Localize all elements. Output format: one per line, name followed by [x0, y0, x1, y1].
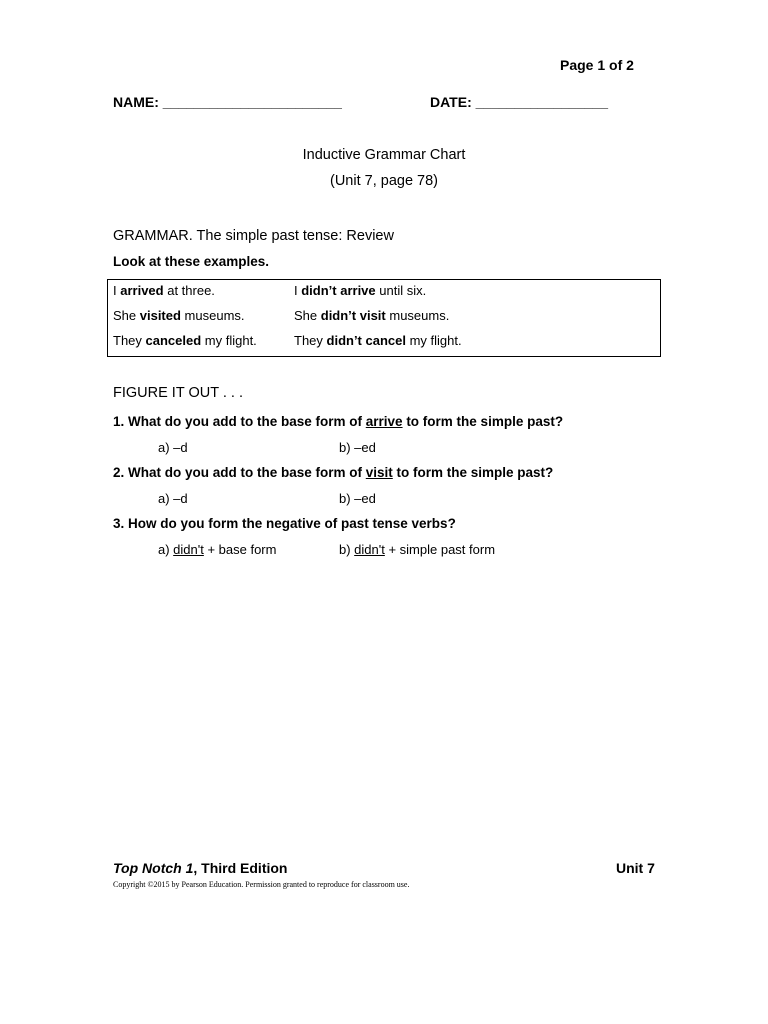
example-affirmative-1: I arrived at three.: [113, 283, 215, 298]
question-1-option-a: a) –d: [158, 440, 188, 455]
grammar-section-title: GRAMMAR. The simple past tense: Review: [113, 228, 394, 244]
footer-unit: Unit 7: [616, 860, 655, 876]
examples-box: [107, 279, 661, 357]
example-negative-2: She didn’t visit museums.: [294, 308, 450, 323]
example-affirmative-2: She visited museums.: [113, 308, 245, 323]
date-field: [430, 94, 608, 110]
footer-book-title: Top Notch 1, Third Edition: [113, 860, 288, 876]
page-subtitle: (Unit 7, page 78): [329, 173, 438, 189]
name-blank: _______________________: [162, 94, 342, 110]
page-number: Page 1 of 2: [560, 57, 634, 73]
question-2: 2. What do you add to the base form of visit to form the simple past?: [113, 465, 554, 480]
date-label: DATE:: [430, 94, 472, 110]
instruction-text: Look at these examples.: [113, 254, 270, 269]
question-1-option-b: b) –ed: [339, 440, 376, 455]
question-3-option-b: b) didn't + simple past form: [339, 542, 496, 557]
question-3: 3. How do you form the negative of past tense verbs?: [113, 516, 456, 531]
example-affirmative-3: They canceled my flight.: [113, 333, 257, 348]
question-1: 1. What do you add to the base form of arrive to form the simple past?: [113, 414, 564, 429]
question-2-option-a: a) –d: [158, 491, 188, 506]
example-negative-1: I didn’t arrive until six.: [294, 283, 427, 298]
copyright-notice: Copyright ©2015 by Pearson Education. Permission granted to reproduce for classroom use.: [113, 880, 410, 889]
date-blank: _________________: [475, 94, 608, 110]
question-2-option-b: b) –ed: [339, 491, 376, 506]
figure-it-out-heading: FIGURE IT OUT . . .: [113, 385, 243, 401]
name-label: NAME:: [113, 94, 159, 110]
name-field: [113, 94, 342, 110]
example-negative-3: They didn’t cancel my flight.: [294, 333, 462, 348]
question-3-option-a: a) didn't + base form: [158, 542, 277, 557]
page-title: Inductive Grammar Chart: [302, 147, 466, 163]
